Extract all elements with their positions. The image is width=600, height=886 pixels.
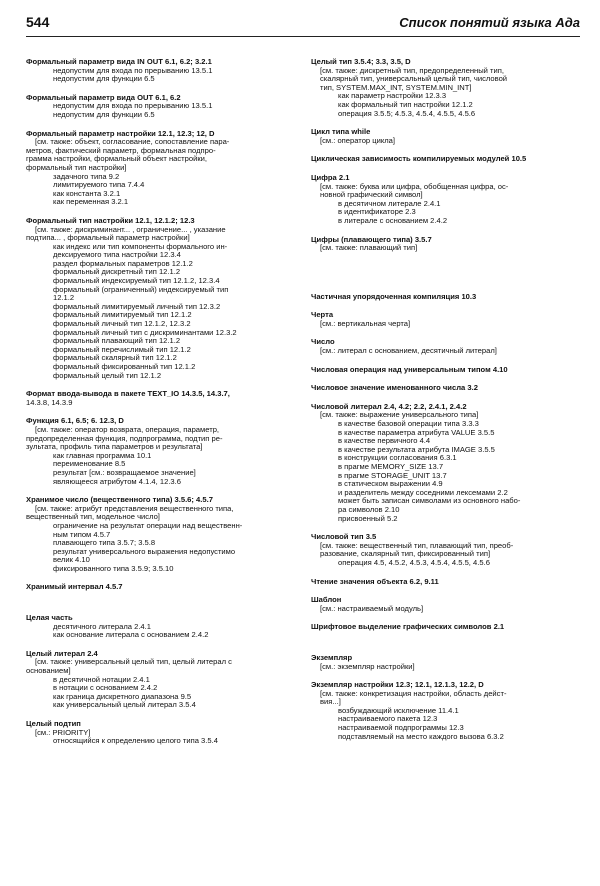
index-term <box>311 293 583 302</box>
term-references: 2.1 <box>338 172 350 182</box>
index-subentry: [см. также: буква или цифра, обобщенная цифра, ос- <box>320 181 509 191</box>
index-subentry: скалярный тип, универсальный целый тип, числовой <box>320 74 508 84</box>
index-subentry: фиксированного типа 3.5.9; 3.5.10 <box>53 563 174 573</box>
index-subentry: [см. также: дискретный тип, предопределенный тип, <box>320 65 504 75</box>
term-text: Чтение значения объекта <box>311 576 408 586</box>
term-text: Формальный параметр настройки <box>26 128 156 138</box>
term-text: Цикл типа while <box>311 127 371 137</box>
index-subentry: операция 3.5.5; 4.5.3, 4.5.4, 4.5.5, 4.5.6 <box>338 108 476 118</box>
index-entry <box>26 390 300 407</box>
index-subentry: зультата, профиль типа параметров и результата] <box>26 442 203 452</box>
index-entry <box>311 578 583 587</box>
term-references: 6.1, 6.2 <box>155 92 181 102</box>
index-entry <box>26 496 300 573</box>
index-subentry: недопустим для входа по прерыванию 13.5.1 <box>53 65 213 75</box>
index-subentry: как параметр настройки 12.3.3 <box>338 91 447 101</box>
index-subentry: [см. также: дискриминант... , ограничение... , указание <box>35 224 226 234</box>
index-subentry: формальный лимитируемый личный тип 12.3.2 <box>53 301 221 311</box>
index-subentry: [см. также: конкретизация настройки, область дейст- <box>320 688 507 698</box>
index-entry <box>311 311 583 328</box>
index-subentry: подставляемый на место каждого вызова 6.3.2 <box>338 731 504 741</box>
index-subentry: может быть записан символами из основного набо- <box>338 496 521 506</box>
index-subentry: недопустим для входа по прерыванию 13.5.1 <box>53 101 213 111</box>
index-entry <box>311 403 583 523</box>
index-subentry: [см. также: атрибут представления вещественного типа, <box>35 503 234 513</box>
running-title: Список понятий языка Ада <box>399 15 580 30</box>
term-text: Числовой тип <box>311 532 364 542</box>
term-text: Экземпляр настройки <box>311 680 394 690</box>
page-number: 544 <box>26 14 50 30</box>
index-subentry: [см. также: выражение универсального типа] <box>320 410 479 420</box>
term-references: 12.1, 12.1.2; 12.3 <box>135 215 195 225</box>
term-references: 2.4, 4.2; 2.2, 2.4.1, 2.4.2 <box>383 401 467 411</box>
index-subentry: формальный плавающий тип 12.1.2 <box>53 336 181 346</box>
index-subentry: формальный личный тип с дискриминантами 12.3.2 <box>53 327 237 337</box>
index-entry <box>26 417 300 486</box>
term-text: Число <box>311 337 335 347</box>
index-entry <box>311 366 583 375</box>
index-entry <box>26 94 300 120</box>
index-entry <box>311 293 583 302</box>
term-references: 6.1, 6.5; 6. 12.3, D <box>60 416 124 426</box>
index-subentry: в нотации с основанием 2.4.2 <box>53 683 158 693</box>
term-references: 10.5 <box>511 154 527 164</box>
index-subentry: формальный индексируемый тип 12.1.2, 12.3.4 <box>53 276 220 286</box>
index-subentry: формальный фиксированный тип 12.1.2 <box>53 362 196 371</box>
index-subentry: как универсальный целый литерал 3.5.4 <box>53 700 196 710</box>
index-subentry: настраиваемой подпрограммы 12.3 <box>338 723 464 733</box>
index-subentry: формальный личный тип 12.1.2, 12.3.2 <box>53 319 191 329</box>
term-text: Целый подтип <box>26 719 81 728</box>
term-text: Частичная упорядоченная компиляция <box>311 291 460 301</box>
index-subentry: возбуждающий исключение 11.4.1 <box>338 705 459 715</box>
term-references: 3.5.4; 3.3, 3.5, D <box>354 57 411 66</box>
index-term <box>311 155 583 164</box>
index-term <box>311 623 583 632</box>
index-subentry: раздел формальных параметров 12.1.2 <box>53 258 193 268</box>
index-subentry: вещественный тип, модельное число] <box>26 512 160 522</box>
index-subentry: относящийся к определению целого типа 3.5.4 <box>53 736 218 746</box>
index-subentry: [см.: экземпляр настройки] <box>320 661 415 671</box>
index-subentry: [см. также: универсальный целый тип, целый литерал с <box>35 657 232 667</box>
term-text: Функция <box>26 416 59 426</box>
index-entry <box>26 720 300 746</box>
index-subentry: подтипа... , формальный параметр настройки] <box>26 233 190 243</box>
index-subentry: в качестве первичного 4.4 <box>338 436 431 446</box>
term-text: Шрифтовое выделение графических символов <box>311 622 492 632</box>
term-text: Целая часть <box>26 613 73 623</box>
index-subentry: в идентификаторе 2.3 <box>338 207 416 217</box>
index-subentry: лимитируемого типа 7.4.4 <box>53 180 145 190</box>
term-references: 14.3.5, 14.3.7, <box>181 389 230 399</box>
term-text: Формальный тип настройки <box>26 215 133 225</box>
index-term <box>26 583 300 592</box>
term-text: Формат ввода-вывода в пакете TEXT_IO <box>26 389 180 399</box>
index-subentry: 12.1.2 <box>53 293 75 303</box>
index-subentry: предопределенная функция, подпрограмма, подтип ре- <box>26 433 223 443</box>
term-references: 4.10 <box>492 364 508 374</box>
term-references: 2.1 <box>493 622 505 632</box>
term-references: 2.4 <box>87 648 98 658</box>
index-subentry: плавающего типа 3.5.7; 3.5.8 <box>53 538 156 548</box>
index-entry <box>311 128 583 145</box>
index-subentry: недопустим для функции 6.5 <box>53 109 155 119</box>
index-subentry: как индекс или тип компоненты формального ин- <box>53 241 228 251</box>
term-references: 3.2 <box>467 383 478 393</box>
index-subentry: в качестве параметра атрибута VALUE 3.5.5 <box>338 427 495 437</box>
term-text: Черта <box>311 310 334 320</box>
term-text: Числовой литерал <box>311 401 382 411</box>
index-term <box>311 366 583 375</box>
index-subentry: в прагме MEMORY_SIZE 13.7 <box>338 462 444 471</box>
page-header <box>26 14 580 37</box>
term-text: Цифры (плавающего типа) <box>311 234 413 244</box>
index-subentry: разование, скалярный тип, фиксированный тип] <box>320 549 491 559</box>
index-entry <box>26 130 300 207</box>
index-subentry: [см.: оператор цикла] <box>320 135 396 145</box>
index-subentry: в качестве результата атрибута IMAGE 3.5.5 <box>338 444 495 454</box>
index-subentry: как переменная 3.2.1 <box>53 197 129 207</box>
left-column <box>26 58 300 756</box>
index-subentry: метров, фактический параметр, формальная подпро- <box>26 145 216 155</box>
index-subentry: как основание литерала с основанием 2.4.2 <box>53 630 209 640</box>
index-subentry: формальный скалярный тип 12.1.2 <box>53 353 177 363</box>
index-subentry: операция 4.5, 4.5.2, 4.5.3, 4.5.4, 4.5.5, 4.5.6 <box>338 557 490 567</box>
index-entry <box>311 384 583 393</box>
term-references: 12.1, 12.3; 12, D <box>157 128 215 138</box>
index-subentry: формальный лимитируемый тип 12.1.2 <box>53 310 192 320</box>
term-text: Шаблон <box>311 595 342 605</box>
term-references: 3.5.7 <box>414 234 432 244</box>
term-text: Целый литерал <box>26 648 86 658</box>
term-text: Цифра <box>311 172 337 182</box>
index-subentry: [см.: литерал с основанием, десятичный литерал] <box>320 346 497 356</box>
term-references: 6.1, 6.2; 3.2.1 <box>164 57 212 66</box>
index-entry <box>311 654 583 671</box>
index-subentry: 14.3.8, 14.3.9 <box>26 397 73 407</box>
index-subentry: тип, SYSTEM.MAX_INT, SYSTEM.MIN_INT] <box>320 82 472 92</box>
index-subentry: в десятичном литерале 2.4.1 <box>338 198 441 208</box>
term-references: 6.2, 9.11 <box>409 576 439 586</box>
index-subentry: формальный дискретный тип 12.1.2 <box>53 267 181 277</box>
index-subentry: ным типом 4.5.7 <box>53 529 111 539</box>
index-entry <box>26 217 300 380</box>
index-subentry: велик 4.10 <box>53 555 90 565</box>
index-subentry: присвоенный 5.2 <box>338 513 398 523</box>
term-text: Хранимый интервал <box>26 582 104 592</box>
index-subentry: ра символов 2.10 <box>338 504 400 514</box>
term-text: Хранимое число (вещественного типа) <box>26 495 173 505</box>
index-subentry: [см. также: вещественный тип, плавающий тип, преоб- <box>320 540 514 550</box>
index-subentry: как граница дискретного диапазона 9.5 <box>53 691 192 701</box>
index-subentry: десятичного литерала 2.4.1 <box>53 621 151 631</box>
index-entry <box>311 623 583 632</box>
index-subentry: [см.: вертикальная черта] <box>320 318 411 328</box>
index-subentry: в прагме STORAGE_UNIT 13.7 <box>338 470 447 480</box>
index-subentry: в литерале с основанием 2.4.2 <box>338 215 448 225</box>
index-term <box>311 578 583 587</box>
index-entry <box>26 650 300 710</box>
index-subentry: и разделитель между соседними лексемами 2.2 <box>338 487 508 497</box>
index-subentry: [см.: PRIORITY] <box>35 727 91 737</box>
index-subentry: [см.: настраиваемый модуль] <box>320 603 424 613</box>
index-subentry: формальный целый тип 12.1.2 <box>53 370 162 380</box>
index-subentry: как главная программа 10.1 <box>53 450 152 460</box>
index-entry <box>311 236 583 253</box>
term-text: Циклическая зависимость компилируемых модулей <box>311 154 510 164</box>
index-entry <box>311 596 583 613</box>
index-entry <box>26 58 300 84</box>
index-entry <box>311 338 583 355</box>
index-subentry: в десятичной нотации 2.4.1 <box>53 674 150 684</box>
right-column <box>311 58 583 751</box>
index-subentry: в статическом выражении 4.9 <box>338 479 443 489</box>
index-subentry: [см. также: оператор возврата, операция, параметр, <box>35 424 220 434</box>
index-subentry: задачного типа 9.2 <box>53 171 120 181</box>
term-text: Экземпляр <box>311 652 353 662</box>
index-subentry: являющееся атрибутом 4.1.4, 12.3.6 <box>53 476 181 486</box>
index-subentry: вия...] <box>320 697 341 707</box>
index-entry <box>311 533 583 567</box>
index-subentry: результат [см.: возвращаемое значение] <box>53 467 196 477</box>
index-subentry: формальный перечислимый тип 12.1.2 <box>53 344 191 354</box>
index-subentry: новной графический символ] <box>320 190 423 200</box>
index-entry <box>26 583 300 592</box>
index-subentry: в конструкции согласования 6.3.1 <box>338 453 457 463</box>
index-subentry: [см. также: объект, согласование, сопоставление пара- <box>35 137 230 147</box>
term-references: 10.3 <box>461 291 477 301</box>
index-term <box>311 384 583 393</box>
index-subentry: грамма настройки, формальный объект настройки, <box>26 154 208 164</box>
index-subentry: как константа 3.2.1 <box>53 188 121 198</box>
term-references: 3.5 <box>365 532 377 542</box>
index-subentry: дексируемого типа настройки 12.3.4 <box>53 250 181 260</box>
index-subentry: основанием] <box>26 666 71 676</box>
term-text: Формальный параметр вида IN OUT <box>26 57 163 66</box>
index-entry <box>311 174 583 226</box>
term-text: Числовая операция над универсальным типом <box>311 364 491 374</box>
term-references: 3.5.6; 4.5.7 <box>174 495 213 505</box>
index-subentry: настраиваемого пакета 12.3 <box>338 714 438 724</box>
index-subentry: [см. также: плавающий тип] <box>320 243 418 253</box>
index-subentry: формальный тип настройки] <box>26 162 127 172</box>
term-text: Целый тип <box>311 57 352 66</box>
index-subentry: формальный (ограниченный) индексируемый тип <box>53 284 229 294</box>
index-subentry: недопустим для функции 6.5 <box>53 74 155 84</box>
index-entry <box>311 155 583 164</box>
index-entry <box>26 614 300 640</box>
index-entry <box>311 681 583 741</box>
term-references: 4.5.7 <box>105 582 123 592</box>
index-entry <box>311 58 583 118</box>
index-subentry: ограничение на результат операции над вещественн- <box>53 520 243 530</box>
term-text: Числовое значение именованного числа <box>311 383 466 393</box>
index-subentry: переименование 8.5 <box>53 459 126 469</box>
index-subentry: результат универсального выражения недопустимо <box>53 546 236 556</box>
index-subentry: в качестве базовой операции типа 3.3.3 <box>338 419 479 429</box>
index-subentry: как формальный тип настройки 12.1.2 <box>338 99 473 109</box>
term-references: 12.3; 12.1, 12.1.3, 12.2, D <box>395 680 484 690</box>
term-text: Формальный параметр вида OUT <box>26 92 154 102</box>
